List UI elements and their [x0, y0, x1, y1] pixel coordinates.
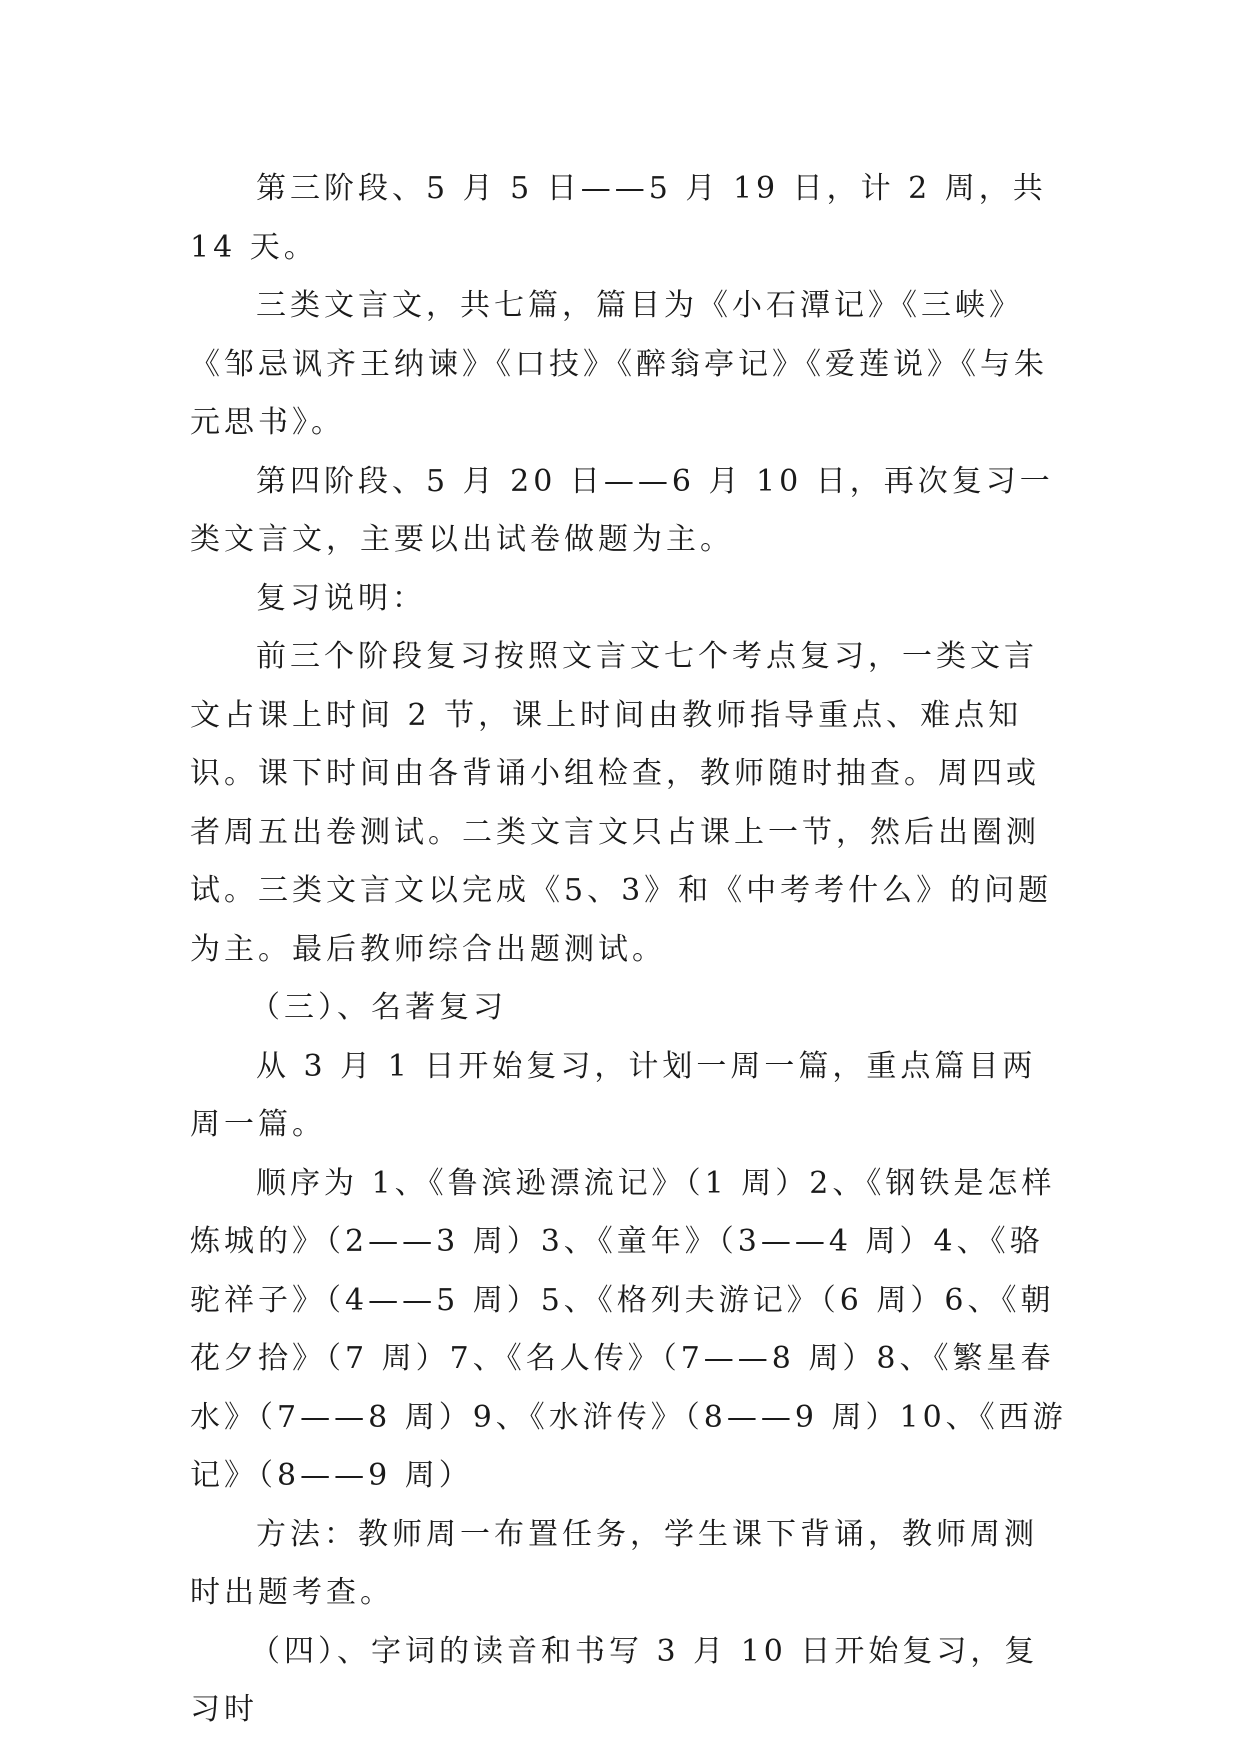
- paragraph-stage-four: 第四阶段、5 月 20 日——6 月 10 日，再次复习一类文言文，主要以出试卷做题为主。: [190, 463, 1054, 557]
- paragraph-review-notes: 前三个阶段复习按照文言文七个考点复习，一类文言文占课上时间 2 节，课上时间由教师指导重点、难点知识。课下时间由各背诵小组检查，教师随时抽查。周四或者周五出卷测试。二类文言文只占课上一节，然后出圈测试。三类文言文以完成《5、3》和《中考考什么》的问题为主。最后教师综合出题测试。: [190, 639, 1053, 967]
- paragraph-class-three-texts: 三类文言文，共七篇，篇目为《小石潭记》《三峡》《邹忌讽齐王纳谏》《口技》《醉翁亭记》《爱莲说》《与朱元思书》。: [190, 288, 1048, 440]
- paragraph-classics-schedule: 从 3 月 1 日开始复习，计划一周一篇，重点篇目两周一篇。: [190, 1048, 1037, 1142]
- paragraph-stage-three: 第三阶段、5 月 5 日——5 月 19 日，计 2 周，共 14 天。: [190, 171, 1047, 265]
- paragraph-review-notes-heading: 复习说明：: [256, 580, 426, 616]
- paragraph-method: 方法：教师周一布置任务，学生课下背诵，教师周测时出题考查。: [190, 1516, 1038, 1610]
- section-heading-words-review: （四）、字词的读音和书写 3 月 10 日开始复习，复习时: [190, 1633, 1039, 1727]
- document-body: [190, 160, 1070, 1740]
- section-heading-classics-review: （三）、名著复习: [250, 990, 507, 1025]
- paragraph-classics-order: 顺序为 1、《鲁滨逊漂流记》（1 周）2、《钢铁是怎样炼城的》（2——3 周）3、《童年》（3——4 周）4、《骆驼祥子》（4——5 周）5、《格列夫游记》（6 周）6、《朝花夕拾》（7 周）7、《名人传》（7——8 周）8、《繁星春水》（7——8 周）9、《水浒传》（8——9 周）10、《西游记》（8——9 周）: [190, 1165, 1067, 1493]
